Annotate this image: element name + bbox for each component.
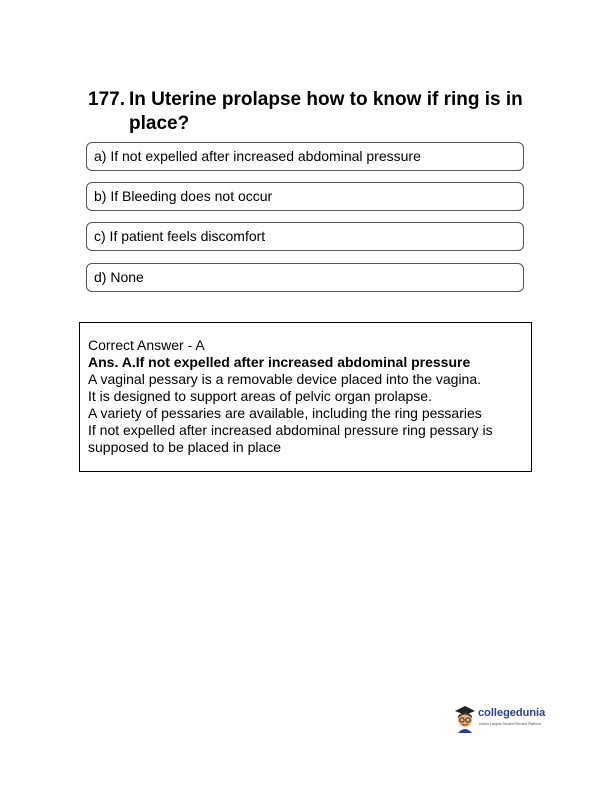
correct-answer-label: Correct Answer - A [88,337,205,353]
explanation-line: It is designed to support areas of pelvic organ prolapse. [88,388,432,404]
option-c[interactable]: c) If patient feels discomfort [86,222,524,251]
option-b[interactable]: b) If Bleeding does not occur [86,182,524,211]
mascot-icon [453,704,477,734]
question-text: In Uterine prolapse how to know if ring is in place? [129,89,523,134]
answer-box [79,322,532,472]
answer-heading: Ans. A.If not expelled after increased abdominal pressure [88,354,471,370]
option-a[interactable]: a) If not expelled after increased abdominal pressure [86,142,524,171]
brand-tagline: India's Largest Student Review Platform [479,722,542,726]
question-number: 177. [88,89,125,110]
explanation-line: A vaginal pessary is a removable device placed into the vagina. [88,371,482,387]
explanation-line: supposed to be placed in place [88,439,282,455]
explanation-line: If not expelled after increased abdominal pressure ring pessary is [88,422,493,438]
collegedunia-logo [453,704,573,736]
brand-name: collegedunia [478,707,546,719]
explanation-line: A variety of pessaries are available, including the ring pessaries [88,405,482,421]
question-title [88,88,548,136]
option-d[interactable]: d) None [86,263,524,292]
